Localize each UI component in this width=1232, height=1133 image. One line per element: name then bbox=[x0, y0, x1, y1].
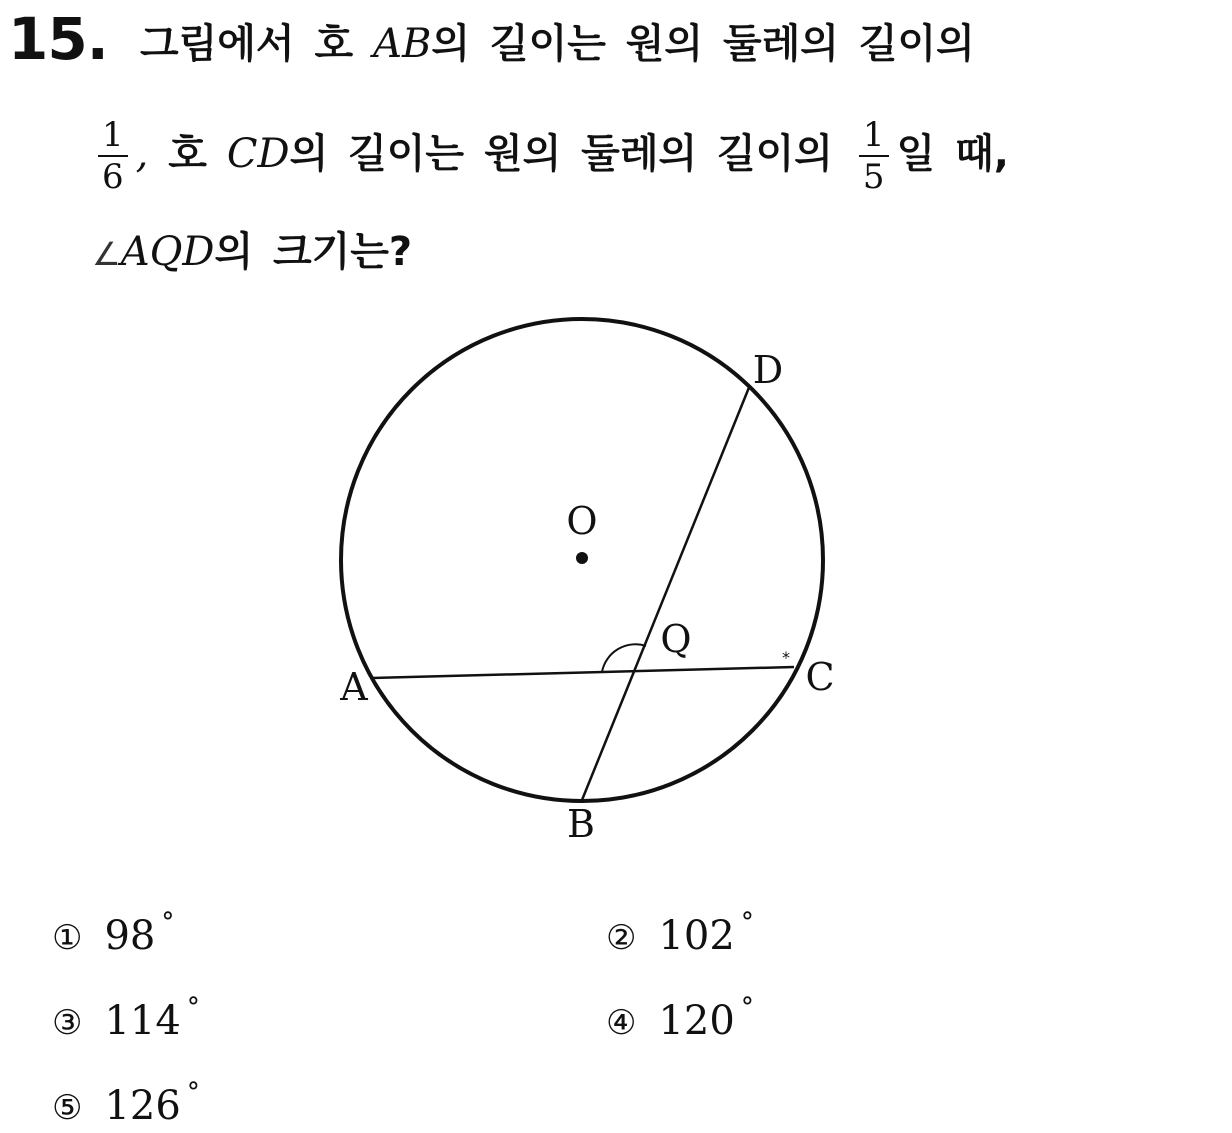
degree-symbol: ° bbox=[161, 908, 175, 938]
choice-value-1: 98 bbox=[104, 913, 156, 959]
label-c: C bbox=[805, 655, 835, 699]
choice-4[interactable] bbox=[606, 983, 754, 1048]
choice-2[interactable] bbox=[606, 898, 754, 963]
choice-number-4: ④ bbox=[606, 1003, 637, 1043]
choice-value-2: 102 bbox=[658, 913, 735, 959]
question-number: 15. bbox=[8, 5, 108, 73]
star-mark: * bbox=[782, 648, 790, 667]
choice-value-5: 126 bbox=[104, 1083, 181, 1129]
choice-number-3: ③ bbox=[52, 1003, 83, 1043]
label-d: D bbox=[752, 348, 784, 392]
degree-symbol: ° bbox=[186, 993, 200, 1023]
question-text-c: 호 bbox=[168, 131, 207, 177]
comma: , bbox=[135, 131, 149, 177]
fraction-numerator: 1 bbox=[859, 115, 889, 157]
label-q: Q bbox=[660, 617, 692, 661]
fraction-denominator: 6 bbox=[102, 157, 124, 197]
angle-name: AQD bbox=[120, 229, 215, 275]
arc-cd-label: CD bbox=[226, 131, 290, 177]
chord-ac bbox=[372, 667, 794, 678]
choice-5[interactable] bbox=[52, 1068, 200, 1133]
arc-ab-label: AB bbox=[373, 21, 432, 67]
label-o: O bbox=[566, 499, 598, 543]
label-a: A bbox=[340, 665, 368, 709]
choice-value-4: 120 bbox=[658, 998, 735, 1044]
degree-symbol: ° bbox=[186, 1078, 200, 1108]
chord-bd bbox=[582, 385, 750, 800]
degree-symbol: ° bbox=[740, 993, 754, 1023]
question-text-f: 의 크기는? bbox=[214, 229, 413, 275]
question-text-a: 그림에서 호 bbox=[140, 21, 354, 67]
choice-number-2: ② bbox=[606, 918, 637, 958]
choice-3[interactable] bbox=[52, 983, 200, 1048]
choice-1[interactable] bbox=[52, 898, 174, 963]
center-point bbox=[576, 552, 588, 564]
choice-value-3: 114 bbox=[104, 998, 181, 1044]
angle-icon: ∠ bbox=[92, 235, 121, 273]
choice-number-1: ① bbox=[52, 918, 83, 958]
question-text-d: 의 길이는 원의 둘레의 길이의 bbox=[289, 131, 833, 177]
question-text-e: 일 때, bbox=[896, 131, 1009, 177]
fraction-denominator: 5 bbox=[862, 157, 885, 197]
fraction-numerator: 1 bbox=[98, 115, 128, 157]
label-b: B bbox=[567, 802, 595, 846]
degree-symbol: ° bbox=[740, 908, 754, 938]
question-text-b: 의 길이는 원의 둘레의 길이의 bbox=[431, 21, 975, 67]
choice-number-5: ⑤ bbox=[52, 1088, 83, 1128]
